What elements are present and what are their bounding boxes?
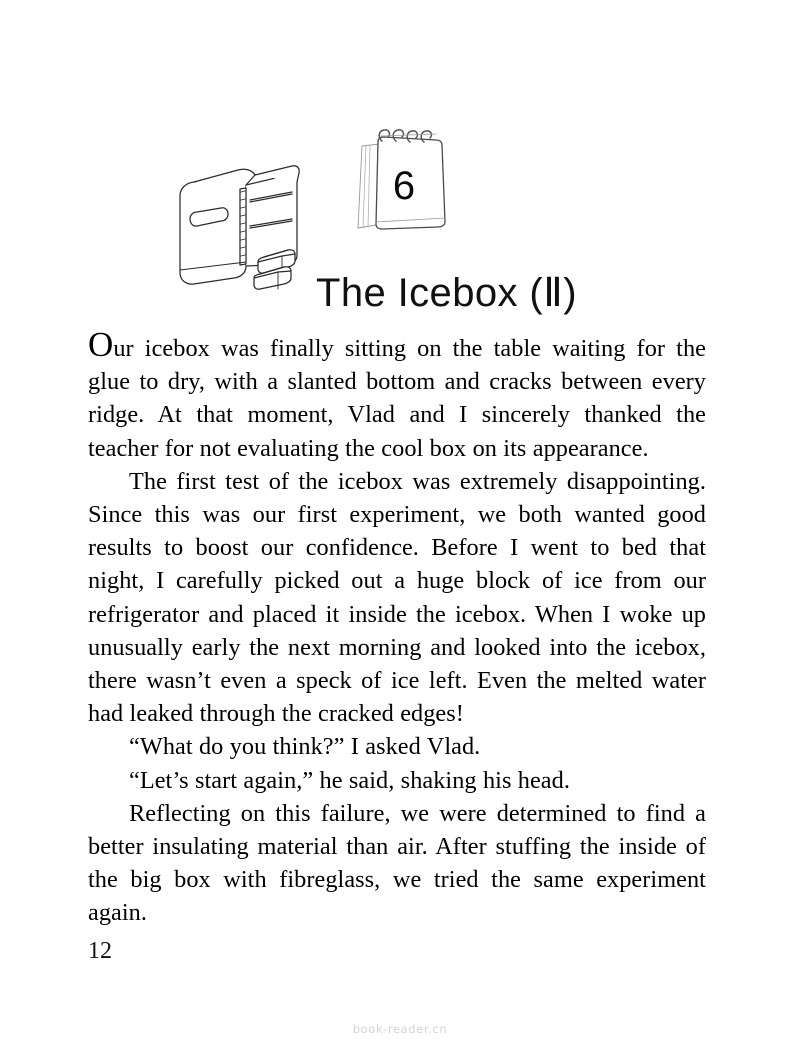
site-watermark: book-reader.cn bbox=[352, 1022, 448, 1036]
chapter-title: The Icebox (Ⅱ) bbox=[316, 270, 577, 315]
chapter-header-illustrations bbox=[0, 0, 800, 310]
page-number: 12 bbox=[88, 938, 112, 964]
paragraph-lead bbox=[88, 325, 706, 465]
drop-cap: O bbox=[88, 325, 114, 364]
paragraph-dialogue-2: “Let’s start again,” he said, shaking his head. bbox=[129, 766, 570, 794]
paragraph-dialogue-1: “What do you think?” I asked Vlad. bbox=[129, 733, 481, 761]
body-text-column bbox=[88, 325, 706, 930]
paragraph-text: ur icebox was finally sitting on the table waiting for the glue to dry, with a slanted bottom and cracks between every ridge. At that moment, Vlad and I sincerely thanked the teacher for not evaluating the cool box on its appearance. bbox=[88, 335, 706, 462]
chapter-number: 6 bbox=[392, 164, 416, 208]
icebox-illustration-icon bbox=[172, 162, 312, 292]
paragraph-body-2: Reflecting on this failure, we were determined to find a better insulating material than air. After stuffing the inside of the big box with fibreglass, we tried the same experiment again. bbox=[88, 799, 706, 927]
paragraph-body-1: The first test of the icebox was extremely disappointing. Since this was our first experiment, we both wanted good results to boost our confidence. Before I went to bed that night, I carefully picked out a huge block of ice from our refrigerator and placed it inside the icebox. When I woke up unusually early the next morning and looked into the icebox, there wasn’t even a speck of ice left. Even the melted water had leaked through the cracked edges! bbox=[88, 467, 706, 728]
